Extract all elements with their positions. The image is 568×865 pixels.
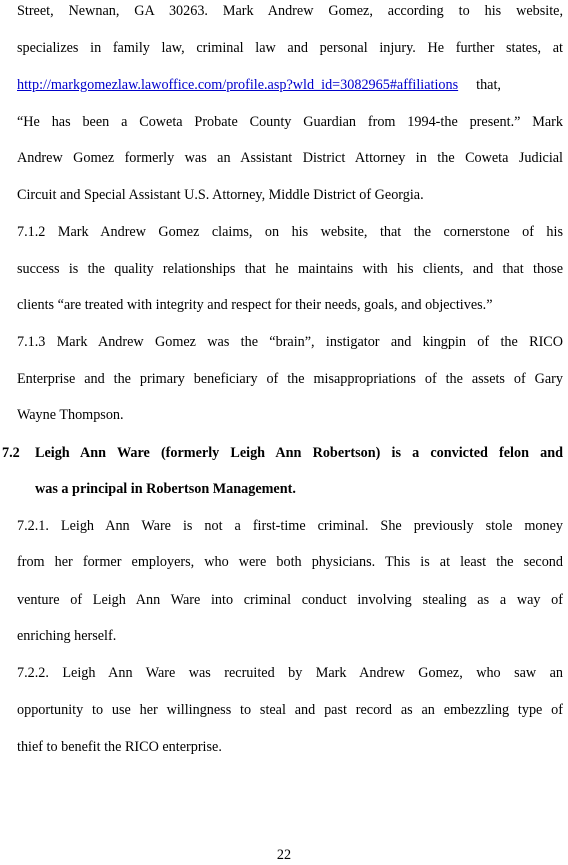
paragraph-line: 7.2.1. Leigh Ann Ware is not a first-time criminal. She previously stole money xyxy=(17,518,563,534)
page-number: 22 xyxy=(276,847,292,863)
paragraph-line: clients “are treated with integrity and respect for their needs, goals, and objectives.” xyxy=(17,297,493,313)
paragraph-line: specializes in family law, criminal law and personal injury. He further states, at xyxy=(17,40,563,56)
section-heading: was a principal in Robertson Management. xyxy=(35,481,296,497)
paragraph-line: opportunity to use her willingness to steal and past record as an embezzling type of xyxy=(17,702,563,718)
section-heading: Leigh Ann Ware (formerly Leigh Ann Robertson) is a convicted felon and xyxy=(35,445,563,461)
paragraph-line: success is the quality relationships that he maintains with his clients, and that those xyxy=(17,261,563,277)
paragraph-line: enriching herself. xyxy=(17,628,117,644)
paragraph-line: Street, Newnan, GA 30263. Mark Andrew Gomez, according to his website, xyxy=(17,3,563,19)
paragraph-text: that, xyxy=(476,77,501,93)
paragraph-line: venture of Leigh Ann Ware into criminal conduct involving stealing as a way of xyxy=(17,592,563,608)
paragraph-line: thief to benefit the RICO enterprise. xyxy=(17,739,222,755)
section-number: 7.2 xyxy=(2,445,20,461)
paragraph-line: from her former employers, who were both physicians. This is at least the second xyxy=(17,554,563,570)
paragraph-line: Circuit and Special Assistant U.S. Attorney, Middle District of Georgia. xyxy=(17,187,424,203)
paragraph-line: Andrew Gomez formerly was an Assistant District Attorney in the Coweta Judicial xyxy=(17,150,563,166)
paragraph-line: 7.2.2. Leigh Ann Ware was recruited by Mark Andrew Gomez, who saw an xyxy=(17,665,563,681)
paragraph-line: Wayne Thompson. xyxy=(17,407,124,423)
paragraph-line: “He has been a Coweta Probate County Guardian from 1994-the present.” Mark xyxy=(17,114,563,130)
paragraph-line xyxy=(17,75,563,95)
paragraph-line: 7.1.3 Mark Andrew Gomez was the “brain”, instigator and kingpin of the RICO xyxy=(17,334,563,350)
paragraph-line: Enterprise and the primary beneficiary of the misappropriations of the assets of Gary xyxy=(17,371,563,387)
website-link[interactable]: http://markgomezlaw.lawoffice.com/profile.asp?wld_id=3082965#affiliations xyxy=(17,77,459,93)
paragraph-line: 7.1.2 Mark Andrew Gomez claims, on his website, that the cornerstone of his xyxy=(17,224,563,240)
